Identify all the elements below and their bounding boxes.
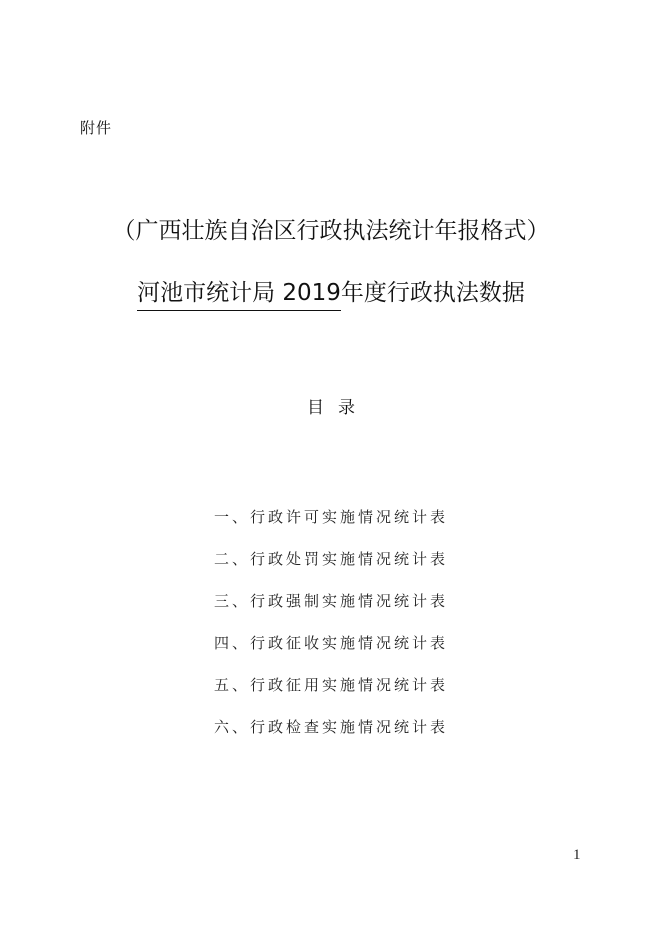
table-of-contents-heading: 目录 bbox=[307, 398, 369, 418]
page-number: 1 bbox=[573, 847, 581, 863]
document-title-organization: 河池市统计局 2019 bbox=[137, 276, 341, 311]
table-of-contents bbox=[0, 505, 662, 757]
toc-item-5: 五、行政征用实施情况统计表 bbox=[213, 676, 448, 694]
toc-item-4: 四、行政征收实施情况统计表 bbox=[213, 634, 448, 652]
toc-item-1: 一、行政许可实施情况统计表 bbox=[213, 508, 448, 526]
toc-item-2: 二、行政处罚实施情况统计表 bbox=[213, 550, 448, 568]
attachment-label: 附件 bbox=[80, 119, 113, 137]
document-subtitle: （广西壮族自治区行政执法统计年报格式） bbox=[112, 218, 550, 244]
document-title bbox=[0, 276, 662, 311]
toc-item-3: 三、行政强制实施情况统计表 bbox=[213, 592, 448, 610]
document-title-remainder: 年度行政执法数据 bbox=[340, 280, 525, 306]
toc-item-6: 六、行政检查实施情况统计表 bbox=[213, 718, 448, 736]
